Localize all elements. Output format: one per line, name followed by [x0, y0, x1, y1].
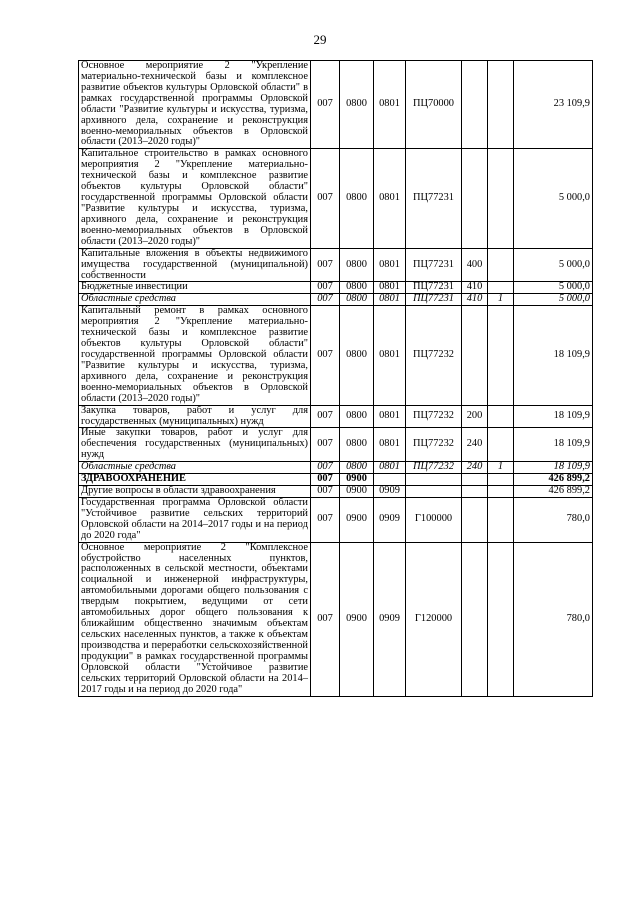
cell-target-article: ПЦ77231 — [406, 149, 462, 248]
cell-grbs-code: 007 — [311, 282, 340, 294]
table-row — [79, 61, 593, 149]
page-number: 29 — [313, 32, 327, 47]
cell-grbs-code: 007 — [311, 294, 340, 306]
table-row — [79, 294, 593, 306]
cell-funding-source — [488, 306, 514, 405]
cell-expense-type — [462, 474, 488, 486]
table-row — [79, 474, 593, 486]
table-row — [79, 428, 593, 462]
cell-funding-source — [488, 61, 514, 149]
cell-section-code: 0800 — [340, 306, 374, 405]
cell-grbs-code: 007 — [311, 462, 340, 474]
cell-target-article: ПЦ70000 — [406, 61, 462, 149]
table-row — [79, 486, 593, 498]
cell-expense-type: 240 — [462, 428, 488, 462]
cell-amount: 18 109,9 — [514, 428, 593, 462]
cell-section-code: 0900 — [340, 486, 374, 498]
cell-funding-source — [488, 149, 514, 248]
table-row — [79, 248, 593, 282]
cell-section-code: 0800 — [340, 294, 374, 306]
cell-funding-source — [488, 474, 514, 486]
table-row — [79, 497, 593, 542]
cell-subsection-code: 0801 — [374, 61, 406, 149]
cell-grbs-code: 007 — [311, 542, 340, 696]
cell-section-code: 0800 — [340, 61, 374, 149]
table-row — [79, 542, 593, 696]
cell-funding-source: 1 — [488, 462, 514, 474]
cell-amount: 5 000,0 — [514, 294, 593, 306]
cell-description: Областные средства — [79, 462, 311, 474]
cell-target-article: Г100000 — [406, 497, 462, 542]
cell-subsection-code: 0801 — [374, 282, 406, 294]
cell-grbs-code: 007 — [311, 428, 340, 462]
cell-description: ЗДРАВООХРАНЕНИЕ — [79, 474, 311, 486]
cell-amount: 5 000,0 — [514, 149, 593, 248]
cell-expense-type — [462, 497, 488, 542]
cell-section-code: 0900 — [340, 542, 374, 696]
cell-subsection-code: 0801 — [374, 149, 406, 248]
cell-subsection-code: 0801 — [374, 294, 406, 306]
cell-expense-type: 240 — [462, 462, 488, 474]
cell-target-article: ПЦ77231 — [406, 282, 462, 294]
cell-target-article: ПЦ77232 — [406, 428, 462, 462]
cell-description: Областные средства — [79, 294, 311, 306]
cell-subsection-code: 0801 — [374, 306, 406, 405]
cell-subsection-code: 0801 — [374, 248, 406, 282]
cell-subsection-code: 0909 — [374, 497, 406, 542]
cell-expense-type: 410 — [462, 294, 488, 306]
table-row — [79, 405, 593, 428]
cell-description: Иные закупки товаров, работ и услуг для обеспечения государственных (муниципальных) нужд — [79, 428, 311, 462]
cell-section-code: 0800 — [340, 462, 374, 474]
cell-target-article: ПЦ77231 — [406, 294, 462, 306]
cell-expense-type — [462, 149, 488, 248]
cell-target-article: ПЦ77232 — [406, 462, 462, 474]
cell-amount: 18 109,9 — [514, 462, 593, 474]
cell-description: Государственная программа Орловской области "Устойчивое развитие сельских территорий Орловской области на 2014–2017 годы и на период до 2020 года" — [79, 497, 311, 542]
cell-funding-source — [488, 405, 514, 428]
cell-grbs-code: 007 — [311, 149, 340, 248]
cell-description: Капитальный ремонт в рамках основного мероприятия 2 "Укрепление материально-технической базы и комплексное развитие объектов культуры Орловской области" государственной программы Орловской области "Развитие культуры и искусства, туризма, архивного дела, сохранение и реконструкция военно-мемориальных объектов в Орловской области (2013–2020 годы)" — [79, 306, 311, 405]
cell-amount: 5 000,0 — [514, 248, 593, 282]
cell-funding-source — [488, 497, 514, 542]
cell-target-article: Г120000 — [406, 542, 462, 696]
cell-amount: 426 899,2 — [514, 474, 593, 486]
cell-funding-source — [488, 282, 514, 294]
cell-grbs-code: 007 — [311, 474, 340, 486]
cell-section-code: 0800 — [340, 149, 374, 248]
cell-subsection-code — [374, 474, 406, 486]
cell-section-code: 0800 — [340, 282, 374, 294]
cell-expense-type — [462, 486, 488, 498]
cell-subsection-code: 0909 — [374, 542, 406, 696]
cell-grbs-code: 007 — [311, 248, 340, 282]
table-row — [79, 149, 593, 248]
cell-funding-source — [488, 486, 514, 498]
table-row — [79, 282, 593, 294]
cell-description: Бюджетные инвестиции — [79, 282, 311, 294]
cell-grbs-code: 007 — [311, 497, 340, 542]
cell-description: Другие вопросы в области здравоохранения — [79, 486, 311, 498]
cell-amount: 23 109,9 — [514, 61, 593, 149]
cell-grbs-code: 007 — [311, 486, 340, 498]
cell-amount: 780,0 — [514, 542, 593, 696]
cell-subsection-code: 0801 — [374, 428, 406, 462]
cell-description: Закупка товаров, работ и услуг для государственных (муниципальных) нужд — [79, 405, 311, 428]
cell-description: Капитальные вложения в объекты недвижимого имущества государственной (муниципальной) собственности — [79, 248, 311, 282]
cell-subsection-code: 0909 — [374, 486, 406, 498]
cell-section-code: 0800 — [340, 248, 374, 282]
cell-amount: 5 000,0 — [514, 282, 593, 294]
cell-section-code: 0800 — [340, 405, 374, 428]
cell-subsection-code: 0801 — [374, 462, 406, 474]
cell-expense-type: 400 — [462, 248, 488, 282]
cell-funding-source — [488, 542, 514, 696]
cell-grbs-code: 007 — [311, 61, 340, 149]
budget-table — [78, 60, 593, 697]
cell-subsection-code: 0801 — [374, 405, 406, 428]
cell-expense-type — [462, 542, 488, 696]
cell-funding-source — [488, 428, 514, 462]
cell-target-article: ПЦ77231 — [406, 248, 462, 282]
cell-target-article: ПЦ77232 — [406, 306, 462, 405]
cell-expense-type — [462, 61, 488, 149]
cell-section-code: 0800 — [340, 428, 374, 462]
cell-amount: 18 109,9 — [514, 405, 593, 428]
table-row — [79, 462, 593, 474]
cell-expense-type: 410 — [462, 282, 488, 294]
cell-expense-type — [462, 306, 488, 405]
cell-description: Основное мероприятие 2 "Комплексное обустройство населенных пунктов, расположенных в сельской местности, объектами социальной и инженерной инфраструктуры, автомобильными дорогами общего пользования с твердым покрытием, ведущими от сети автомобильных дорог общего пользования к ближайшим общественно значимым объектам сельских населенных пунктов, а также к объектам производства и переработки сельскохозяйственной продукции" в рамках государственной программы Орловской области "Устойчивое развитие сельских территорий Орловской области на 2014–2017 годы и на период до 2020 года" — [79, 542, 311, 696]
cell-target-article: ПЦ77232 — [406, 405, 462, 428]
cell-amount: 426 899,2 — [514, 486, 593, 498]
table-row — [79, 306, 593, 405]
cell-funding-source: 1 — [488, 294, 514, 306]
cell-amount: 780,0 — [514, 497, 593, 542]
cell-expense-type: 200 — [462, 405, 488, 428]
cell-amount: 18 109,9 — [514, 306, 593, 405]
cell-target-article — [406, 486, 462, 498]
cell-target-article — [406, 474, 462, 486]
cell-description: Основное мероприятие 2 "Укрепление материально-технической базы и комплексное развитие объектов культуры Орловской области" в рамках государственной программы Орловской области "Развитие культуры и искусства, туризма, архивного дела, сохранение и реконструкция военно-мемориальных объектов в Орловской области (2013–2020 годы)" — [79, 61, 311, 149]
cell-grbs-code: 007 — [311, 306, 340, 405]
cell-description: Капитальное строительство в рамках основного мероприятия 2 "Укрепление материально-технической базы и комплексное развитие объектов культуры Орловской области" государственной программы Орловской области "Развитие культуры и искусства, туризма, архивного дела, сохранение и реконструкция военно-мемориальных объектов в Орловской области (2013–2020 годы)" — [79, 149, 311, 248]
cell-funding-source — [488, 248, 514, 282]
cell-section-code: 0900 — [340, 497, 374, 542]
cell-grbs-code: 007 — [311, 405, 340, 428]
table-body — [79, 61, 593, 697]
cell-section-code: 0900 — [340, 474, 374, 486]
